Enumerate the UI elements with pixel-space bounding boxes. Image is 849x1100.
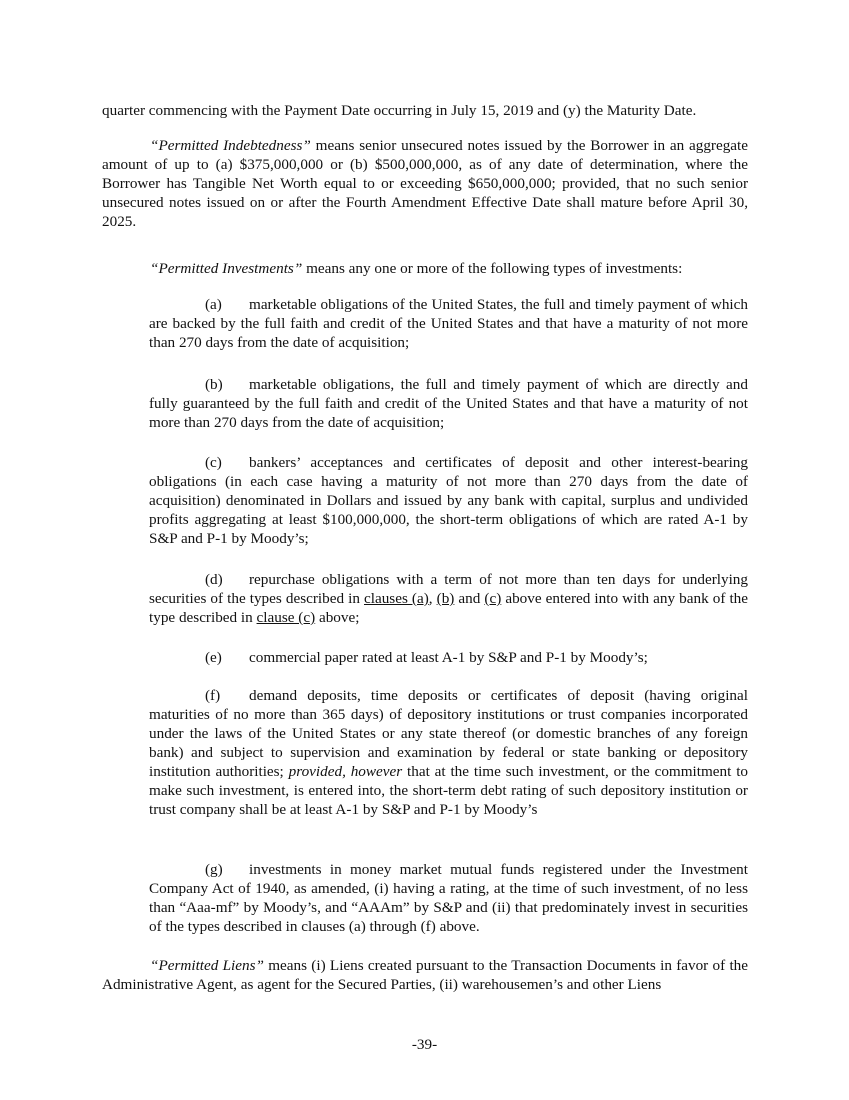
- clause-text: investments in money market mutual funds registered under the Investment Company Act of 1940, as amended, (i) having a rating, at the time of such investment, of no less than “Aaa-mf” by Moody’s, and “AAAm” by S&P and (ii) that predominately invest in securities of the types described in clauses (a) through (f) above.: [149, 861, 748, 935]
- continuation-line: quarter commencing with the Payment Date occurring in July 15, 2019 and (y) the Maturity Date.: [102, 102, 697, 119]
- clause-g: [149, 860, 748, 936]
- clause-text: marketable obligations, the full and timely payment of which are directly and fully guaranteed by the full faith and credit of the United States and that have a maturity of not more than 270 days from the date of acquisition;: [149, 376, 748, 431]
- clause-text: commercial paper rated at least A-1 by S&P and P-1 by Moody’s;: [249, 649, 648, 666]
- clause-text: above;: [315, 609, 360, 626]
- clause-d: [149, 570, 748, 627]
- clause-a: [149, 295, 748, 352]
- definition-text: means any one or more of the following types of investments:: [302, 260, 683, 277]
- defined-term: “Permitted Liens”: [150, 957, 264, 974]
- definition-permitted-investments: [102, 259, 748, 278]
- clause-text: repurchase obligations with a term of not more than ten days for underlying securities of the types described in: [149, 571, 748, 607]
- definition-permitted-liens: [102, 956, 748, 994]
- definition-permitted-indebtedness: [102, 136, 748, 231]
- clause-label: (e): [205, 649, 222, 666]
- page-number: -39-: [411, 1036, 438, 1053]
- defined-term: “Permitted Indebtedness”: [150, 137, 311, 154]
- separator: and: [454, 590, 485, 607]
- clause-text: that at the time such investment, or the commitment to make such investment, is entered into, the short-term debt rating of such depository institution or trust company shall be at least A-1 by S&P and P-1 by Moody’s: [149, 763, 749, 818]
- clause-reference: (b): [436, 590, 455, 607]
- clause-e: [149, 648, 748, 667]
- clause-f: [149, 686, 748, 819]
- clause-text: marketable obligations of the United States, the full and timely payment of which are backed by the full faith and credit of the United States and that have a maturity of not more than 270 days from the date of acquisition;: [149, 296, 748, 351]
- clause-label: (b): [205, 376, 223, 393]
- clause-reference: clause (c): [256, 609, 316, 626]
- clause-label: (d): [205, 571, 223, 588]
- clause-c: [149, 453, 748, 548]
- defined-term: “Permitted Investments”: [150, 260, 303, 277]
- clause-label: (a): [205, 296, 222, 313]
- clause-text: bankers’ acceptances and certificates of deposit and other interest-bearing obligations (in each case having a maturity of not more than 270 days from the date of acquisition) denominated in Dollars and issued by any bank with capital, surplus and undivided profits aggregating at least $100,000,000, the short-term obligations of which are rated A-1 by S&P and P-1 by Moody’s;: [149, 454, 748, 547]
- clause-label: (c): [205, 454, 222, 471]
- proviso: provided, however: [288, 763, 403, 780]
- definition-text: means (i) Liens created pursuant to the Transaction Documents in favor of the Administrative Agent, as agent for the Secured Parties, (ii) warehousemen’s and other Liens: [102, 957, 748, 993]
- separator: ,: [428, 590, 437, 607]
- clause-label: (g): [205, 861, 223, 878]
- clause-reference: (c): [484, 590, 502, 607]
- clause-label: (f): [205, 687, 221, 704]
- clause-text: demand deposits, time deposits or certificates of deposit (having original maturities of no more than 365 days) of depository institutions or trust companies incorporated under the laws of the United States or any state thereof (or domestic branches of any foreign bank) and subject to supervision and examination by federal or state banking or depository institution authorities;: [149, 687, 748, 780]
- clause-text: above entered into with any bank of the type described in: [149, 590, 749, 626]
- clause-reference: clauses (a): [364, 590, 429, 607]
- definition-text: means senior unsecured notes issued by the Borrower in an aggregate amount of up to (a) $375,000,000 or (b) $500,000,000, as of any date of determination, where the Borrower has Tangible Net Worth equal to or exceeding $650,000,000; provided, that no such senior unsecured notes issued on or after the Fourth Amendment Effective Date shall mature before April 30, 2025.: [102, 137, 749, 230]
- clause-b: [149, 375, 748, 432]
